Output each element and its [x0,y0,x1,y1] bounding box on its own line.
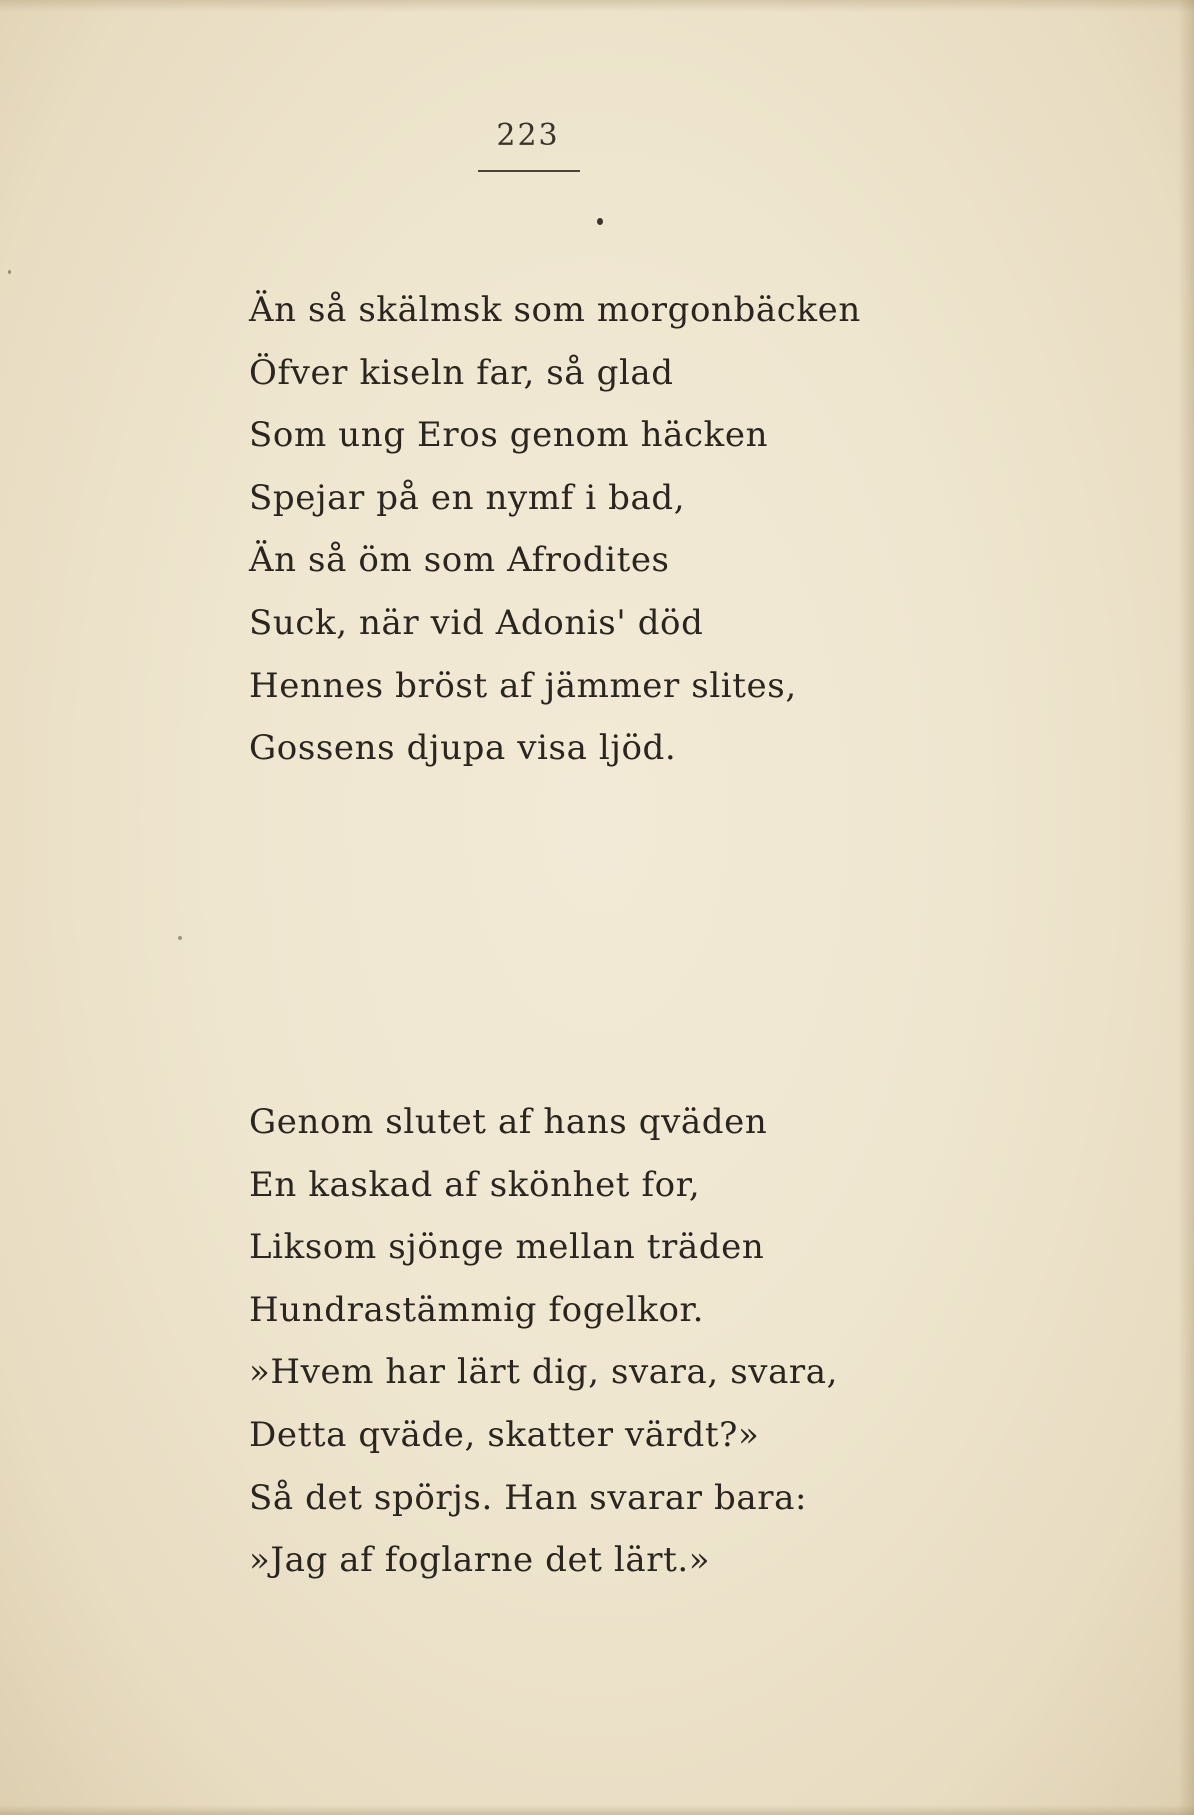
poem-line: Detta qväde, skatter värdt?» [249,1414,760,1455]
poem-line: Så det spörjs. Han svarar bara: [249,1477,808,1518]
ink-speck [8,270,11,274]
poem-line: Hundrastämmig fogelkor. [249,1289,705,1330]
page-edge-top [0,0,1194,12]
poem-line: Hennes bröst af jämmer slites, [249,665,797,706]
poem-line: Än så öm som Afrodites [249,540,670,581]
poem-line: Liksom sjönge mellan träden [249,1227,765,1268]
poem-line: Gossens djupa visa ljöd. [249,728,677,769]
stanza-2 [249,1091,838,1592]
poem-line: Suck, när vid Adonis' död [249,602,704,643]
poem-line: »Jag af foglarne det lärt.» [249,1540,711,1581]
poem-line: Öfver kiseln far, så glad [249,352,674,393]
ink-speck [597,218,603,225]
page-number: 223 [496,118,560,153]
page-edge-bottom [0,1805,1194,1815]
poem-line: En kaskad af skönhet for, [249,1164,701,1205]
poem-line: Än så skälmsk som morgonbäcken [249,290,861,330]
poem-line: Genom slutet af hans qväden [249,1102,768,1142]
ink-speck [178,936,182,940]
page-number-rule [478,170,580,172]
poem-line: »Hvem har lärt dig, svara, svara, [249,1352,839,1393]
stanza-1 [249,279,861,780]
page-edge-right [1178,0,1194,1815]
poem-line: Som ung Eros genom häcken [249,415,769,456]
poem-line: Spejar på en nymf i bad, [249,477,686,518]
